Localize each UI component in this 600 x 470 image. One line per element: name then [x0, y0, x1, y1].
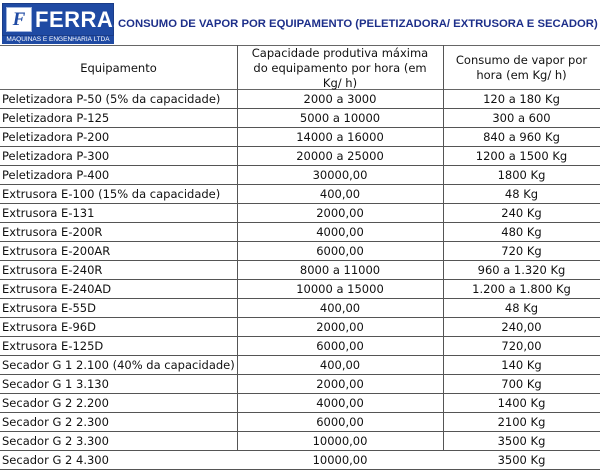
- capacity-cell: 6000,00: [316, 244, 364, 258]
- steam-consumption-table: [0, 45, 600, 467]
- capacity-cell: 2000,00: [316, 377, 364, 391]
- equipment-cell: Secador G 2 2.200: [2, 396, 109, 410]
- table-row: [0, 280, 600, 299]
- table-row: [0, 204, 600, 223]
- capacity-cell: 10000,00: [312, 434, 368, 448]
- steam-cell: 1200 a 1500 Kg: [475, 149, 568, 163]
- capacity-cell: 400,00: [319, 358, 361, 372]
- equipment-cell: Peletizadora P-50 (5% da capacidade): [2, 92, 221, 106]
- header-equipment: Equipamento: [80, 60, 157, 75]
- steam-cell: 840 a 960 Kg: [483, 130, 560, 144]
- steam-cell: 240 Kg: [501, 206, 542, 220]
- table-row: [0, 166, 600, 185]
- equipment-cell: Extrusora E-240R: [2, 263, 103, 277]
- steam-cell: 120 a 180 Kg: [483, 92, 560, 106]
- equipment-cell: Extrusora E-55D: [2, 301, 96, 315]
- steam-cell: 300 a 600: [492, 111, 551, 125]
- capacity-cell: 14000 a 16000: [296, 130, 384, 144]
- table-row: [0, 375, 600, 394]
- equipment-cell: Extrusora E-200AR: [2, 244, 111, 258]
- equipment-cell: Peletizadora P-200: [2, 130, 110, 144]
- table-row: [0, 337, 600, 356]
- logo-wordmark: FERRAZ: [35, 7, 128, 32]
- capacity-cell: 400,00: [319, 301, 361, 315]
- steam-cell: 960 a 1.320 Kg: [477, 263, 566, 277]
- capacity-cell: 4000,00: [316, 396, 364, 410]
- capacity-cell: 10000 a 15000: [296, 282, 384, 296]
- steam-cell: 3500 Kg: [497, 434, 546, 448]
- capacity-cell: 2000,00: [316, 206, 364, 220]
- logo-mark-icon: F: [6, 7, 32, 32]
- table-row: [0, 394, 600, 413]
- steam-cell: 48 Kg: [504, 301, 539, 315]
- steam-cell: 3500 Kg: [497, 453, 546, 467]
- table-row: [0, 90, 600, 109]
- column-divider: [443, 45, 444, 450]
- table-row: [0, 299, 600, 318]
- capacity-cell: 400,00: [319, 187, 361, 201]
- steam-cell: 48 Kg: [504, 187, 539, 201]
- page-title: CONSUMO DE VAPOR POR EQUIPAMENTO (PELETIZADORA/ EXTRUSORA E SECADOR): [118, 18, 598, 30]
- equipment-cell: Extrusora E-125D: [2, 339, 104, 353]
- capacity-cell: 8000 a 11000: [299, 263, 381, 277]
- table-row: [0, 451, 600, 470]
- header: [0, 0, 600, 45]
- table-header-row: [0, 45, 600, 90]
- capacity-cell: 5000 a 10000: [299, 111, 381, 125]
- steam-cell: 140 Kg: [501, 358, 542, 372]
- capacity-cell: 6000,00: [316, 339, 364, 353]
- equipment-cell: Secador G 1 3.130: [2, 377, 109, 391]
- steam-cell: 1800 Kg: [497, 168, 546, 182]
- equipment-cell: Secador G 2 3.300: [2, 434, 109, 448]
- table-row: [0, 128, 600, 147]
- table-row: [0, 223, 600, 242]
- column-divider: [237, 45, 238, 450]
- steam-cell: 1400 Kg: [497, 396, 546, 410]
- capacity-cell: 10000,00: [312, 453, 368, 467]
- steam-cell: 2100 Kg: [497, 415, 546, 429]
- header-capacity: Capacidade produtiva máxima do equipamento por hora (em Kg/ h): [251, 45, 429, 90]
- header-steam-consumption: Consumo de vapor por hora (em Kg/ h): [455, 53, 588, 82]
- equipment-cell: Extrusora E-240AD: [2, 282, 112, 296]
- table-row: [0, 432, 600, 451]
- table-row: [0, 261, 600, 280]
- equipment-cell: Secador G 2 2.300: [2, 415, 109, 429]
- equipment-cell: Secador G 1 2.100 (40% da capacidade): [2, 358, 235, 372]
- logo-badge: [2, 3, 128, 36]
- capacity-cell: 4000,00: [316, 225, 364, 239]
- capacity-cell: 30000,00: [312, 168, 368, 182]
- equipment-cell: Peletizadora P-300: [2, 149, 110, 163]
- logo-subtitle: MAQUINAS E ENGENHARIA LTDA: [2, 36, 114, 44]
- capacity-cell: 2000,00: [316, 320, 364, 334]
- equipment-cell: Extrusora E-131: [2, 206, 95, 220]
- table-row: [0, 318, 600, 337]
- equipment-cell: Extrusora E-200R: [2, 225, 103, 239]
- table-row: [0, 356, 600, 375]
- table-row: [0, 147, 600, 166]
- steam-cell: 480 Kg: [501, 225, 542, 239]
- table-row: [0, 185, 600, 204]
- capacity-cell: 20000 a 25000: [296, 149, 384, 163]
- table-row: [0, 413, 600, 432]
- steam-cell: 720 Kg: [501, 244, 542, 258]
- capacity-cell: 2000 a 3000: [303, 92, 377, 106]
- table-row: [0, 109, 600, 128]
- equipment-cell: Extrusora E-100 (15% da capacidade): [2, 187, 221, 201]
- steam-cell: 700 Kg: [501, 377, 542, 391]
- ferraz-logo: [2, 3, 128, 43]
- steam-cell: 240,00: [501, 320, 542, 334]
- equipment-cell: Peletizadora P-400: [2, 168, 110, 182]
- equipment-cell: Secador G 2 4.300: [2, 453, 109, 467]
- equipment-cell: Extrusora E-96D: [2, 320, 96, 334]
- equipment-cell: Peletizadora P-125: [2, 111, 110, 125]
- steam-cell: 720,00: [501, 339, 542, 353]
- table-row: [0, 242, 600, 261]
- steam-cell: 1.200 a 1.800 Kg: [472, 282, 571, 296]
- capacity-cell: 6000,00: [316, 415, 364, 429]
